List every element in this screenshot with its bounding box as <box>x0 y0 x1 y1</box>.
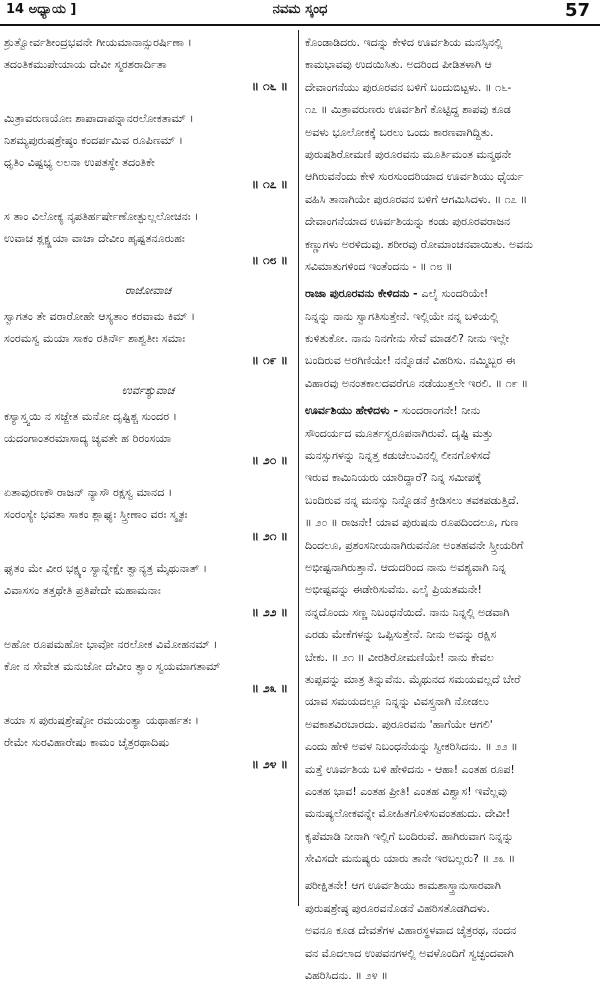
translation-line <box>305 826 593 848</box>
translation-line <box>305 189 593 211</box>
translation-text: ಮನುಷ್ಯಲೋಕವನ್ನೇ ಮೋಹಿತಗೊಳಿಸುವಂತಹುದು. ದೇವೀ! <box>305 807 511 821</box>
translation-line <box>305 557 593 579</box>
speaker-heading: ರಾಜೋವಾಚ <box>124 284 172 297</box>
verse-line: ಉವಾಚ ಶ್ಲಕ್ಷ್ಣಯಾ ವಾಚಾ ದೇವೀಂ ಹೃಷ್ಟತನೂರುಹಃ <box>4 232 185 245</box>
translation-text: ಎರಡು ಮೇಕೆಗಳನ್ನು ಒಪ್ಪಿಸುತ್ತೇನೆ. ನೀನು ಅವನ್ನು ರಕ್ಷಿಸ <box>305 628 497 642</box>
translation-line <box>305 579 593 601</box>
translation-line <box>305 328 593 350</box>
translation-paragraph <box>305 283 593 395</box>
verse-line: ತದಂತಿಕಮುಪೇಯಾಯ ದೇವೀ ಸ್ಮರಶರಾರ್ದಿತಾ <box>4 58 167 71</box>
verse-number: ॥ ೧೬ ॥ <box>251 79 288 93</box>
translation-text: ತುಪ್ಪವನ್ನು ಮಾತ್ರ ತಿನ್ನುವೆನು. ಮೈಥುನದ ಸಮಯವಲ್ಲದೆ ಬೇರೆ <box>305 672 521 686</box>
verse-block <box>4 558 292 622</box>
translation-line <box>305 691 593 713</box>
verse-block <box>4 306 292 370</box>
verse-line: ಧೃತಿಂ ವಿಷ್ಟಭ್ಯ ಲಲನಾ ಉಪತಸ್ಥೇ ತದಂತಿಕೇ <box>4 156 155 169</box>
translation-line <box>305 669 593 691</box>
verse-line: ಸ್ವಾಗತಂ ತೇ ವರಾರೋಹೇ ಆಸ್ಯತಾಂ ಕರವಾಮ ಕಿಮ್ । <box>4 310 196 323</box>
translation-line <box>305 234 593 256</box>
translation-text: ಕೊಂಡಾಡಿದರು. ಇದನ್ನು ಕೇಳಿದ ಊರ್ವಶಿಯ ಮನಸ್ಸಿನಲ್ಲಿ <box>305 36 503 49</box>
translation-text: ಮನಸ್ಸುಗಳನ್ನು ನಿನ್ನತ್ತ ಕಡುಚೆಲುವಿನಲ್ಲಿ ಲೀನಗೊಳಿಸದೆ <box>305 449 491 463</box>
verse-line: ಸ ತಾಂ ವಿಲೋಕ್ಯ ನೃಪತಿರ್ಹರ್ಷೇಣೋತ್ಫುಲ್ಲಲೋಚನಃ । <box>4 210 199 223</box>
speaker-heading: ಉರ್ವಶ್ಯುವಾಚ <box>121 384 175 397</box>
translation-text: ಕುಳಿತುಕೋ. ನಾನು ನಿನಗೇನು ಸೇವೆ ಮಾಡಲಿ? ನೀನು ಇಲ್ಲೇ <box>305 332 510 346</box>
translation-text: ಬಂದಿರುವ ಅರಗಿಣಿಯೇ! ನನ್ನೊಡನೆ ವಿಹರಿಸು. ನಮ್ಮಿಬ್ಬರ ಈ <box>305 354 516 368</box>
translation-text: ವಿಹಾರವು ಅನಂತಕಾಲದವರೆಗೂ ನಡೆಯುತ್ತಲೇ ಇರಲಿ. ॥ ೧೯ ॥ <box>305 376 528 390</box>
verse-line: ರೇಮೇ ಸುರವಿಹಾರೇಷು ಕಾಮಂ ಚೈತ್ರರಥಾದಿಷು <box>4 736 170 749</box>
translation-text: ದೇವಾಂಗನೆಯು ಪುರೂರವನ ಬಳಿಗೆ ಬಂದುಬಿಟ್ಟಳು. ॥ ೧೬- <box>305 80 512 94</box>
translation-text: ಎಂದು ಹೇಳಿ ಅವಳ ನಿಬಂಧನೆಯನ್ನು ಸ್ವೀಕರಿಸಿದನು. ॥ ೨೨ ॥ <box>305 740 518 754</box>
speaker-label: ಊರ್ವಶಿಯು ಹೇಳಿದಳು - <box>305 404 402 418</box>
translation-text: ಯಾವ ಸಮಯದಲ್ಲೂ ನಿನ್ನನ್ನು ವಿವಸ್ತ್ರನಾಗಿ ನೋಡಲು <box>305 695 489 709</box>
verse-block <box>4 406 292 470</box>
translation-text: ೧೭ ॥ ಮಿತ್ರಾವರುಣರು ಊರ್ವಶಿಗೆ ಕೊಟ್ಟಿದ್ದ ಶಾಪವು ಕೂಡ <box>305 103 511 117</box>
page-number: 57 <box>564 0 590 21</box>
verse-line: ನಿಶಮ್ಯಪುರುಷಶ್ರೇಷ್ಠಂ ಕಂದರ್ಪಮಿವ ರೂಪಿಣಮ್ । <box>4 134 183 147</box>
translation-text: ಮತ್ತೆ ಊರ್ವಶಿಯ ಬಳಿ ಹೇಳಿದನು - ಆಹಾ! ಎಂತಹ ರೂಪ! <box>305 762 515 776</box>
translation-text: ವಿಹರಿಸಿದನು. ॥ ೨೪ ॥ <box>305 969 388 983</box>
translation-text: ಸೌಂದರ್ಯದ ಮೂರ್ತಸ್ವರೂಪನಾಗಿರುವೆ. ದೃಷ್ಟಿ ಮತ್ತು <box>305 426 494 440</box>
translation-text: ಎಲೈ ಸುಂದರಿಯೇ! <box>421 287 489 301</box>
translation-line <box>305 490 593 512</box>
verse-number: ॥ ೨೦ ॥ <box>251 453 288 467</box>
speaker-label: ರಾಜಾ ಪುರೂರವನು ಕೇಳಿದನು - <box>305 287 422 301</box>
translation-line <box>305 54 593 76</box>
translation-line <box>305 256 593 278</box>
translation-line <box>305 423 593 445</box>
translation-paragraph <box>305 400 593 870</box>
translation-text: ದಿಂದಲೂ, ಪ್ರಶಂಸನೀಯನಾಗಿರುವನೋ ಅಂತಹವನೇ ಸ್ತ್ರೀಯರಿಗೆ <box>305 538 524 552</box>
translation-line <box>305 400 593 422</box>
chapter-label: 14 ಅಧ್ಯಾಯ ] <box>6 2 77 17</box>
translation-text: ನಿನ್ನನ್ನು ನಾನು ಸ್ವಾಗತಿಸುತ್ತೇನೆ. ಇಲ್ಲಿಯೇ ನನ್ನ ಬಳಿಯಲ್ಲಿ <box>305 309 499 323</box>
translation-line <box>305 875 593 897</box>
translation-line <box>305 736 593 758</box>
verse-line: ಕಸ್ಯಾಸ್ತ್ವಯಿ ನ ಸಜ್ಜೇತ ಮನೋ ದೃಷ್ಟಿಶ್ಚ ಸುಂದರ । <box>4 410 177 423</box>
verse-block <box>4 710 292 774</box>
translation-line <box>305 759 593 781</box>
verse-line: ತಯಾ ಸ ಪುರುಷಶ್ರೇಷ್ಠೋ ರಮಯಂತ್ಯಾ ಯಥಾರ್ಹತಃ । <box>4 714 200 727</box>
translation-text: ॥ ೨೦ ॥ ರಾಜನೇ! ಯಾವ ಪುರುಷನು ರೂಪದಿಂದಲೂ, ಗುಣ <box>305 516 519 530</box>
translation-text: ಕೃಪೆಮಾಡಿ ನೀನಾಗಿ ಇಲ್ಲಿಗೆ ಬಂದಿರುವೆ. ಹಾಗಿರುವಾಗ ನಿನ್ನನ್ನು <box>305 829 514 843</box>
verse-line: ಸಂರಂಸ್ಯೇ ಭವತಾ ಸಾಕಂ ಶ್ಲಾಘ್ಯಃ ಸ್ತ್ರೀಣಾಂ ವರಃ ಸ್ಮೃತಃ <box>4 508 188 521</box>
translation-text: ಅಭೀಷ್ಟನಾಗಿರುತ್ತಾನೆ. ಆದುದರಿಂದ ನಾನು ಅವಶ್ಯವಾಗಿ ನಿನ್ನ <box>305 560 507 574</box>
verse-line: ಕೋ ನ ಸೇವೇತ ಮನುಜೋ ದೇವೀಂ ತ್ವಾಂ ಸ್ವಯಮಾಗತಾಮ್ <box>4 660 221 673</box>
translation-line <box>305 647 593 669</box>
verse-number: ॥ ೧೭ ॥ <box>251 177 288 191</box>
translation-line <box>305 350 593 372</box>
translation-line <box>305 848 593 870</box>
sanskrit-verses-column <box>4 32 292 786</box>
verse-line: ಅಹೋ ರೂಪಮಹೋ ಭಾವೋ ನರಲೋಕ ವಿಮೋಹನಮ್ । <box>4 638 218 651</box>
verse-number: ॥ ೧೯ ॥ <box>251 353 288 367</box>
translation-text: ಅವಳು ಭೂಲೋಕಕ್ಕೆ ಬರಲು ಒಂದು ಕಾರಣವಾಗಿದ್ದಿತು. <box>305 125 494 139</box>
translation-text: ಸೇವಿಸದೇ ಮನುಷ್ಯರು ಯಾರು ತಾನೇ ಇರಬಲ್ಲರು? ॥ ೨೩ ॥ <box>305 852 516 866</box>
translation-text: ಪುರುಷಶ್ರೇಷ್ಠ ಪುರೂರವನೊಡನೆ ವಿಹರಿಸತೊಡಗಿದಳು. <box>305 901 490 915</box>
translation-line <box>305 166 593 188</box>
translation-text: ಸುಂದರಾಂಗನೇ! ನೀನು <box>401 404 481 418</box>
verse-line: ವಿವಾಸಸಂ ತತ್ತಥೇತಿ ಪ್ರತಿಪೇದೇ ಮಹಾಮನಾಃ <box>4 584 161 597</box>
translation-line <box>305 99 593 121</box>
translation-text: ಇರುವ ಕಾಮಿನಿಯರು ಯಾರಿದ್ದಾರೆ? ನಿನ್ನ ಸಮೀಪಕ್ಕೆ <box>305 471 482 485</box>
column-divider <box>298 30 299 906</box>
translation-text: ಅಭೀಷ್ಟವನ್ನು ಈಡೇರಿಸುವೆನು. ಎಲೈ ಪ್ರಿಯತಮನೇ! <box>305 583 482 597</box>
verse-line: ಶ್ರುತ್ವೋರ್ವಶೀಂದ್ರಭವನೇ ಗೀಯಮಾನಾನ್ಸುರರ್ಷಿಣಾ । <box>4 36 192 49</box>
translation-text: ಬಂದಿರುವ ನನ್ನ ಮನಸ್ಸು ನಿನ್ನೊಡನೆ ಕ್ರೀಡಿಸಲು ತವಕಪಡುತ್ತಿದೆ. <box>305 493 520 507</box>
book-section-title: ನವಮ ಸ್ಕಂಧ <box>272 2 328 17</box>
translation-line <box>305 803 593 825</box>
translation-line <box>305 602 593 624</box>
translation-text: ಪರೀಕ್ಷಿತನೇ! ಆಗ ಊರ್ವಶಿಯು ಕಾಮಶಾಸ್ತ್ರಾನುಸಾರವಾಗಿ <box>305 879 501 893</box>
translation-text: ಎಂತಹ ಭಾವ! ಎಂತಹ ಪ್ರೀತಿ! ಎಂತಹ ವಿಶ್ವಾಸ! ಇವೆಲ್ಲವು <box>305 784 507 798</box>
translation-paragraph <box>305 32 593 278</box>
translation-text: ಬೇಕು. ॥ ೨೧ ॥ ವೀರಶಿರೋಮಣಿಯೇ! ನಾನು ಕೇವಲ <box>305 650 494 664</box>
translation-line <box>305 373 593 395</box>
translation-text: ಅವಕಾಶವಿರಬಾರದು. ಪುರೂರವನು 'ಹಾಗೆಯೇ ಆಗಲಿ' <box>305 717 493 731</box>
verse-number: ॥ ೨೪ ॥ <box>251 757 288 771</box>
translation-line <box>305 467 593 489</box>
translation-line <box>305 144 593 166</box>
translation-line <box>305 283 593 305</box>
verse-number: ॥ ೧೮ ॥ <box>251 253 288 267</box>
verse-number: ॥ ೨೩ ॥ <box>251 681 288 695</box>
translation-line <box>305 943 593 965</box>
verse-line: ಏತಾವುರಣಕೌ ರಾಜನ್ ನ್ಯಾಸೌ ರಕ್ಷಸ್ವ ಮಾನದ । <box>4 486 173 499</box>
translation-line <box>305 122 593 144</box>
translation-text: ವಹಿಸಿ ತಾನಾಗಿಯೇ ಪುರೂರವನ ಬಳಿಗೆ ಆಗಮಿಸಿದಳು. ॥ ೧೭ ॥ <box>305 192 528 206</box>
translation-line <box>305 898 593 920</box>
translation-line <box>305 781 593 803</box>
translation-text: ನನ್ನದೊಂದು ಸಣ್ಣ ನಿಬಂಧನೆಯಿದೆ. ನಾನು ನಿನ್ನಲ್ಲಿ ಅಡವಾಗಿ <box>305 605 510 619</box>
verse-number: ॥ ೨೨ ॥ <box>251 605 288 619</box>
verse-block <box>4 32 292 96</box>
translation-text: ಪುರುಷಶಿರೋಮಣಿ ಪುರೂರವನು ಮೂರ್ತಿಮಂತ ಮನ್ಮಥನೇ <box>305 147 512 161</box>
translation-text: ವನ ಮೊದಲಾದ ಉಪವನಗಳಲ್ಲಿ ಅವಳೊಂದಿಗೆ ಸ್ವಚ್ಛಂದವಾಗಿ <box>305 946 514 960</box>
translation-line <box>305 965 593 987</box>
translation-line <box>305 714 593 736</box>
verse-line: ಸಂರಮಸ್ವ ಮಯಾ ಸಾಕಂ ರತಿರ್ನೌ ಶಾಶ್ವತೀಃ ಸಮಾಃ <box>4 332 186 345</box>
verse-line: ಯದಂಗಾಂತರಮಾಸಾದ್ಯ ಚ್ಯವತೇ ಹ ರಿರಂಸಯಾ <box>4 432 172 445</box>
translation-text: ಸವಿಮಾತುಗಳಿಂದ ಇಂತೆಂದನು - ॥ ೧೮ ॥ <box>305 259 453 273</box>
page-header <box>0 0 600 24</box>
translation-line <box>305 920 593 942</box>
translation-line <box>305 306 593 328</box>
translation-text: ಕಣ್ಣುಗಳು ಅರಳಿದುವು. ಶರೀರವು ರೋಮಾಂಚನವಾಯಿತು. ಅವನು <box>305 237 533 251</box>
kannada-translation-column <box>305 32 593 992</box>
verse-block <box>4 206 292 270</box>
verse-line: ಘೃತಂ ಮೇ ವೀರ ಭಕ್ಷ್ಯಂ ಸ್ಯಾನ್ನೇಕ್ಷೇ ತ್ವಾನ್ಯತ್ರ ಮೈಥುನಾತ್ । <box>4 562 208 575</box>
translation-line <box>305 77 593 99</box>
verse-block <box>4 108 292 194</box>
verse-number: ॥ ೨೧ ॥ <box>251 529 288 543</box>
translation-line <box>305 211 593 233</box>
translation-line <box>305 512 593 534</box>
translation-line <box>305 535 593 557</box>
translation-line <box>305 32 593 54</box>
translation-paragraph <box>305 875 593 987</box>
translation-text: ದೇವಾಂಗನೆಯಾದ ಊರ್ವಶಿಯನ್ನು ಕಂಡು ಪುರೂರವರಾಜನ <box>305 215 511 229</box>
verse-block <box>4 482 292 546</box>
header-rule <box>0 24 600 26</box>
verse-block <box>4 634 292 698</box>
translation-text: ಆಗಿರುವನೆಂದು ಕೇಳಿ ಸುರಸುಂದರಿಯಾದ ಊರ್ವಶಿಯು ಧೈರ್ಯ <box>305 170 524 184</box>
translation-line <box>305 624 593 646</box>
verse-line: ಮಿತ್ರಾವರುಣಯೋಃ ಶಾಪಾದಾಪನ್ನಾನರಲೋಕತಾಮ್ । <box>4 112 194 125</box>
translation-text: ಅವನೂ ಕೂಡ ದೇವತೆಗಳ ವಿಹಾರಸ್ಥಳವಾದ ಚೈತ್ರರಥ, ನಂದನ <box>305 924 517 938</box>
translation-line <box>305 445 593 467</box>
translation-text: ಕಾಮಭಾವವು ಉದಯಿಸಿತು. ಅದರಿಂದ ಪೀಡಿತಳಾಗಿ ಆ <box>305 58 492 72</box>
